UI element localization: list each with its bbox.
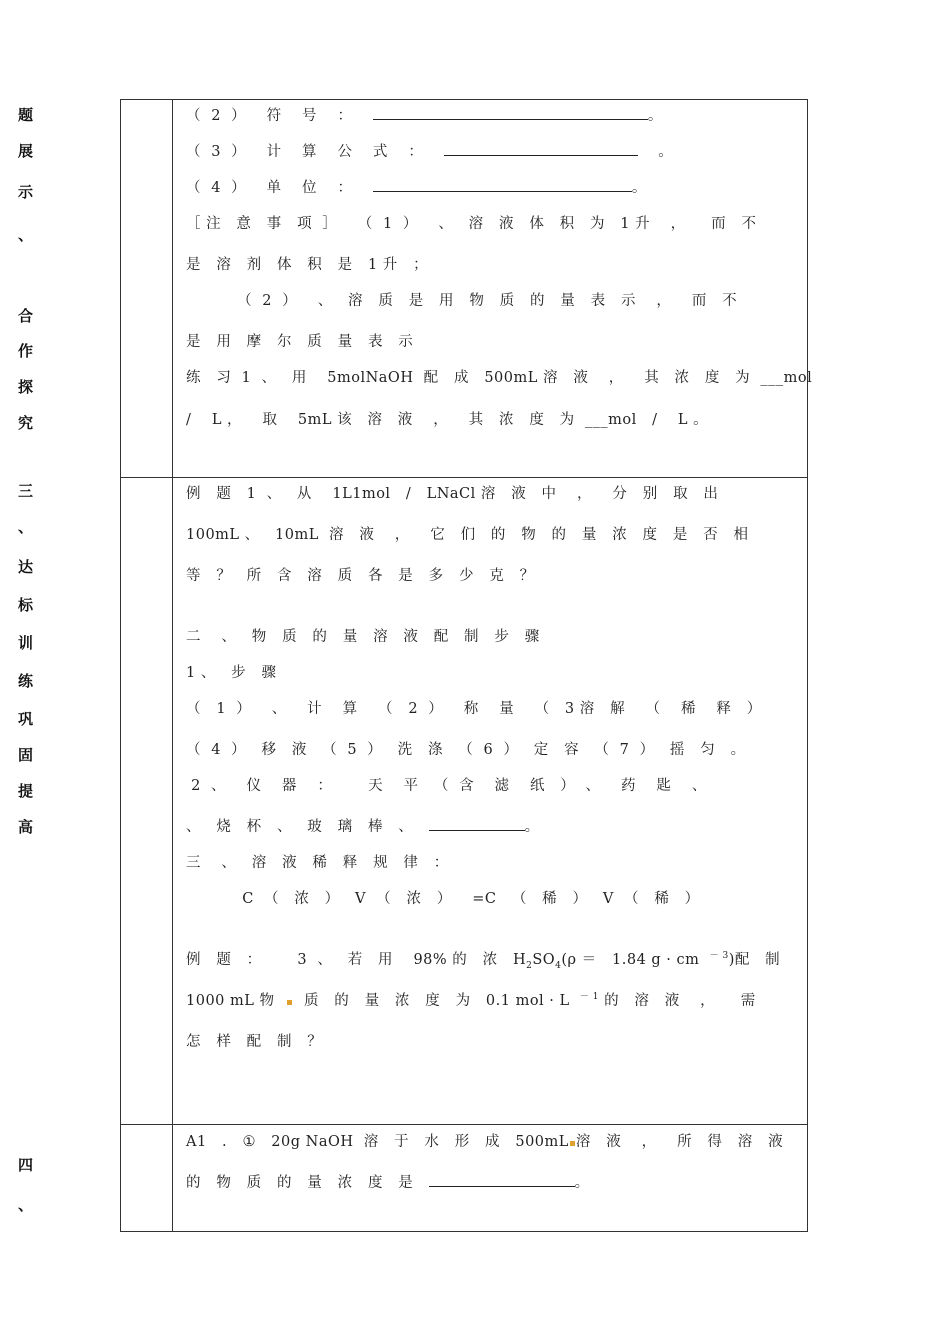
row-divider-2 <box>121 1124 807 1125</box>
side-char: 高 <box>17 818 33 836</box>
line-text: 。 <box>631 180 647 196</box>
side-char: 、 <box>17 518 33 536</box>
row-divider-1 <box>121 477 807 478</box>
line-text: 。 <box>647 108 663 124</box>
a1-line <box>186 1130 783 1151</box>
example3-line <box>186 989 756 1010</box>
line-text: 的 物 质 的 量 浓 度 是 <box>186 1175 414 1191</box>
superscript: － 1 <box>579 992 599 1003</box>
steps-line: 1 、 步 骤 <box>186 665 277 681</box>
side-char: 达 <box>17 558 33 576</box>
steps-line: （ 4 ） 移 液 （ 5 ） 洗 涤 （ 6 ） 定 容 （ 7 ） 摇 匀 。 <box>186 742 746 758</box>
side-char: 示 <box>17 183 33 201</box>
superscript: － 3 <box>709 951 729 962</box>
side-char: 练 <box>17 672 33 690</box>
line-text: 。 <box>658 144 674 160</box>
instruments-line: 2 、 仪 器 ： 天 平 （ 含 滤 纸 ） 、 药 匙 、 <box>186 778 707 794</box>
answer-blank[interactable] <box>373 179 632 192</box>
subscript: 4 <box>555 960 562 971</box>
answer-blank[interactable] <box>429 818 525 831</box>
line-text: )配 制 <box>728 952 781 968</box>
line-text: 。 <box>574 1175 590 1191</box>
side-char: 训 <box>17 634 33 652</box>
line-text: （ 2 ） 符 号 ： <box>186 108 353 124</box>
line-text: (ρ ＝ 1.84 g · cm <box>561 952 710 968</box>
symbol-line <box>186 104 663 125</box>
side-char: 四 <box>17 1156 33 1174</box>
side-char: 、 <box>17 226 33 244</box>
line-text: （ 3 ） 计 算 公 式 ： <box>186 144 424 160</box>
dilution-formula: C （ 浓 ） V （ 浓 ） =C （ 稀 ） V （ 稀 ） <box>186 891 700 907</box>
side-char: 三 <box>17 482 33 500</box>
note-line: 是 用 摩 尔 质 量 表 示 <box>186 334 414 350</box>
side-char: 巩 <box>17 710 33 728</box>
a1-line <box>186 1171 590 1192</box>
line-text: A1 . ① 20g NaOH 溶 于 水 形 成 500mL <box>186 1134 569 1150</box>
subscript: 2 <box>526 960 533 971</box>
column-divider <box>172 100 173 1231</box>
answer-blank[interactable] <box>444 143 638 156</box>
example-line: 等 ？ 所 含 溶 质 各 是 多 少 克 ？ <box>186 568 535 584</box>
example-line: 100mL 、 10mL 溶 液 ， 它 们 的 物 的 量 浓 度 是 否 相 <box>186 527 749 543</box>
exercise-line: 练 习 1 、 用 5molNaOH 配 成 500mL 溶 液 ， 其 浓 度 为 ___mol <box>186 370 813 386</box>
side-char: 题 <box>17 106 33 124</box>
line-text: 、 烧 杯 、 玻 璃 棒 、 <box>186 819 414 835</box>
mark-dot <box>287 1000 292 1005</box>
steps-line: （ 1 ） 、 计 算 （ 2 ） 称 量 （ 3 溶 解 （ 稀 释 ） <box>186 701 762 717</box>
line-text: （ 4 ） 单 位 ： <box>186 180 353 196</box>
line-text: 。 <box>524 819 540 835</box>
side-char: 究 <box>17 414 33 432</box>
line-text: SO <box>532 952 556 968</box>
answer-blank[interactable] <box>373 107 648 120</box>
side-char: 、 <box>17 1196 33 1214</box>
steps-heading: 二 、 物 质 的 量 溶 液 配 制 步 骤 <box>186 629 540 645</box>
example3-line <box>186 948 780 971</box>
side-char: 固 <box>17 746 33 764</box>
exercise-line: / L ， 取 5mL 该 溶 液 ， 其 浓 度 为 ___mol / L 。 <box>186 412 709 428</box>
line-text: 的 溶 液 ， 需 <box>598 993 756 1009</box>
side-char: 标 <box>17 596 33 614</box>
dilution-heading: 三 、 溶 液 稀 释 规 律 ： <box>186 855 449 871</box>
note-line: ［ 注 意 事 项 ］ （ 1 ） 、 溶 液 体 积 为 1 升 ， 而 不 <box>186 216 757 232</box>
line-text: 质 的 量 浓 度 为 0.1 mol · L <box>303 993 580 1009</box>
instruments-line <box>186 815 540 836</box>
example-line: 例 题 1 、 从 1L1mol / LNaCl 溶 液 中 ， 分 别 取 出 <box>186 486 719 502</box>
side-char: 合 <box>17 307 33 325</box>
side-char: 展 <box>17 142 33 160</box>
side-char: 作 <box>17 342 33 360</box>
side-char: 探 <box>17 378 33 396</box>
note-line: 是 溶 剂 体 积 是 1 升 ； <box>186 257 429 273</box>
answer-blank[interactable] <box>429 1174 575 1187</box>
formula-line <box>186 140 673 161</box>
line-text: 例 题 ： 3 、 若 用 98% 的 浓 H <box>186 952 527 968</box>
line-text: 1000 mL 物 <box>186 993 275 1009</box>
side-char: 提 <box>17 782 33 800</box>
mark-dot <box>570 1141 575 1146</box>
unit-line <box>186 176 647 197</box>
note-line: （ 2 ） 、 溶 质 是 用 物 质 的 量 表 示 ， 而 不 <box>186 293 738 309</box>
line-text: 溶 液 ， 所 得 溶 液 <box>575 1134 784 1150</box>
example3-line: 怎 样 配 制 ？ <box>186 1034 323 1050</box>
